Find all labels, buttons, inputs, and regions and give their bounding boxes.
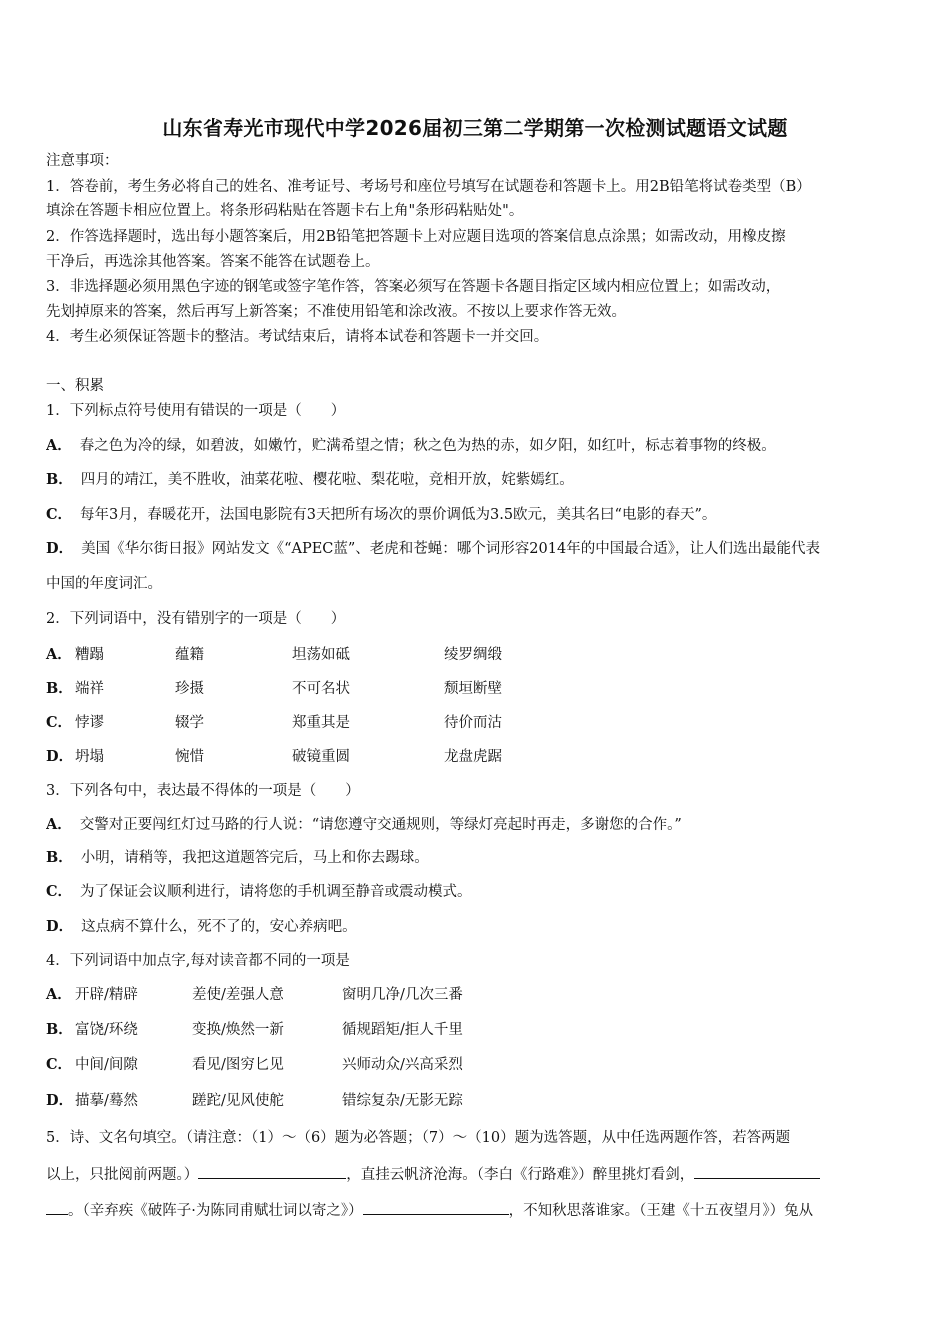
- option-text: 为了保证会议顺利进行，请将您的手机调至静音或震动模式。: [80, 884, 472, 900]
- answer-blank[interactable]: [46, 1200, 68, 1215]
- option-letter: A．: [46, 986, 72, 1003]
- option-letter: B．: [46, 1021, 73, 1038]
- option-letter: D．: [46, 540, 74, 557]
- option-letter: C．: [46, 1056, 73, 1073]
- word: 坍塌: [75, 749, 104, 765]
- word: 看见/图穷匕见: [192, 1057, 284, 1073]
- word: 颓垣断壁: [444, 681, 502, 697]
- word: 窗明几净/几次三番: [342, 987, 463, 1003]
- word: 绫罗绸缎: [444, 647, 502, 663]
- word: 差使/差强人意: [192, 987, 284, 1003]
- word: 龙盘虎踞: [444, 749, 502, 765]
- q3-option-d: [46, 917, 906, 937]
- word: 变换/焕然一新: [192, 1022, 284, 1038]
- notice-line: 填涂在答题卡相应位置上。将条形码粘贴在答题卡右上角"条形码粘贴处"。: [46, 203, 524, 219]
- notice-line: 干净后，再选涂其他答案。答案不能答在试题卷上。: [46, 254, 380, 270]
- question-2-stem: 2．下列词语中，没有错别字的一项是（ ）: [46, 611, 346, 627]
- q3-option-a: [46, 815, 906, 835]
- option-letter: C．: [46, 714, 73, 731]
- option-text: 每年3月，春暖花开，法国电影院有3天把所有场次的票价调低为3.5欧元，美其名曰“电影的春天”。: [80, 507, 717, 523]
- notice-heading: 注意事项：: [46, 153, 119, 169]
- word: 珍摄: [175, 681, 204, 697]
- option-letter: D．: [46, 1092, 74, 1109]
- option-text: 美国《华尔街日报》网站发文《“APEC蓝”、老虎和苍蝇：哪个词形容2014年的中国最合适》，让人们选出最能代表: [81, 541, 820, 557]
- word: 蕴籍: [175, 647, 204, 663]
- word: 破镜重圆: [292, 749, 350, 765]
- q1-option-a: [46, 436, 906, 456]
- word: 糟蹋: [75, 647, 104, 663]
- option-letter: D．: [46, 918, 74, 935]
- word: 不可名状: [292, 681, 350, 697]
- option-text: 四月的靖江，美不胜收，油菜花啦、樱花啦、梨花啦，竞相开放，姹紫嫣红。: [80, 472, 574, 488]
- word: 中间/间隙: [75, 1057, 138, 1073]
- word: 富饶/环绕: [75, 1022, 138, 1038]
- word: 循规蹈矩/拒人千里: [342, 1022, 463, 1038]
- word: 兴师动众/兴高采烈: [342, 1057, 463, 1073]
- page-title: 山东省寿光市现代中学2026届初三第二学期第一次检测试题语文试题: [162, 116, 788, 140]
- option-letter: B．: [46, 849, 73, 866]
- option-letter: C．: [46, 506, 73, 523]
- notice-line: 4．考生必须保证答题卡的整洁。考试结束后，请将本试卷和答题卡一并交回。: [46, 329, 549, 345]
- q3-option-b: [46, 848, 906, 868]
- word: 描摹/蓦然: [75, 1093, 138, 1109]
- word: 悖谬: [75, 715, 104, 731]
- word: 坦荡如砥: [292, 647, 350, 663]
- answer-blank[interactable]: [363, 1200, 509, 1215]
- question-3-stem: 3．下列各句中，表达最不得体的一项是（ ）: [46, 783, 360, 799]
- word: 错综复杂/无影无踪: [342, 1093, 463, 1109]
- option-letter: C．: [46, 883, 73, 900]
- question-5-stem: 5．诗、文名句填空。（请注意：（1）～（6）题为必答题；（7）～（10）题为选答题，从中任选两题作答，若答两题: [46, 1130, 791, 1146]
- option-letter: B．: [46, 471, 73, 488]
- word: 待价而沽: [444, 715, 502, 731]
- q5-line-3: [46, 1200, 906, 1221]
- word: 蹉跎/见风使舵: [192, 1093, 284, 1109]
- word: 惋惜: [175, 749, 204, 765]
- option-text: 春之色为冷的绿，如碧波，如嫩竹，贮满希望之情；秋之色为热的赤，如夕阳，如红叶，标志着事物的终极。: [79, 438, 776, 454]
- option-text: 这点病不算什么，死不了的，安心养病吧。: [81, 919, 357, 935]
- answer-blank[interactable]: [198, 1164, 346, 1179]
- word: 端祥: [75, 681, 104, 697]
- option-text: 小明，请稍等，我把这道题答完后，马上和你去踢球。: [80, 850, 429, 866]
- option-letter: A．: [46, 646, 72, 663]
- answer-blank[interactable]: [694, 1164, 820, 1179]
- word: 辍学: [175, 715, 204, 731]
- q1-option-c: [46, 505, 906, 525]
- option-letter: A．: [46, 437, 72, 454]
- text-segment: ，直挂云帆济沧海。（李白《行路难》）醉里挑灯看剑，: [346, 1167, 695, 1183]
- q1-option-b: [46, 470, 906, 490]
- question-1-stem: 1．下列标点符号使用有错误的一项是（ ）: [46, 403, 346, 419]
- text-segment: 。（辛弃疾《破阵子·为陈同甫赋壮词以寄之》）: [68, 1203, 363, 1219]
- text-segment: ，不知秋思落谁家。（王建《十五夜望月》）兔从: [508, 1203, 814, 1219]
- option-letter: B．: [46, 680, 73, 697]
- question-4-stem: 4．下列词语中加点字,每对读音都不同的一项是: [46, 953, 350, 969]
- text-segment: 以上，只批阅前两题。）: [46, 1167, 199, 1183]
- notice-line: 先划掉原来的答案，然后再写上新答案；不准使用铅笔和涂改液。不按以上要求作答无效。: [46, 304, 626, 320]
- notice-line: 2．作答选择题时，选出每小题答案后，用2B铅笔把答题卡上对应题目选项的答案信息点涂黑；如需改动，用橡皮擦: [46, 229, 786, 245]
- q3-option-c: [46, 882, 906, 902]
- notice-line: 3．非选择题必须用黑色字迹的钢笔或签字笔作答，答案必须写在答题卡各题目指定区域内相应位置上；如需改动，: [46, 279, 781, 295]
- option-letter: A．: [46, 816, 72, 833]
- q5-line-2: [46, 1164, 906, 1185]
- word: 开辟/精辟: [75, 987, 138, 1003]
- option-text: 交警对正要闯红灯过马路的行人说：“请您遵守交通规则，等绿灯亮起时再走，多谢您的合作。”: [79, 817, 682, 833]
- section-heading: 一、积累: [46, 378, 104, 394]
- q1-option-d: [46, 539, 906, 559]
- option-letter: D．: [46, 748, 74, 765]
- notice-line: 1．答卷前，考生务必将自己的姓名、准考证号、考场号和座位号填写在试题卷和答题卡上。用2B铅笔将试卷类型（B）: [46, 179, 811, 195]
- q1-option-d-continued: 中国的年度词汇。: [46, 576, 162, 592]
- word: 郑重其是: [292, 715, 350, 731]
